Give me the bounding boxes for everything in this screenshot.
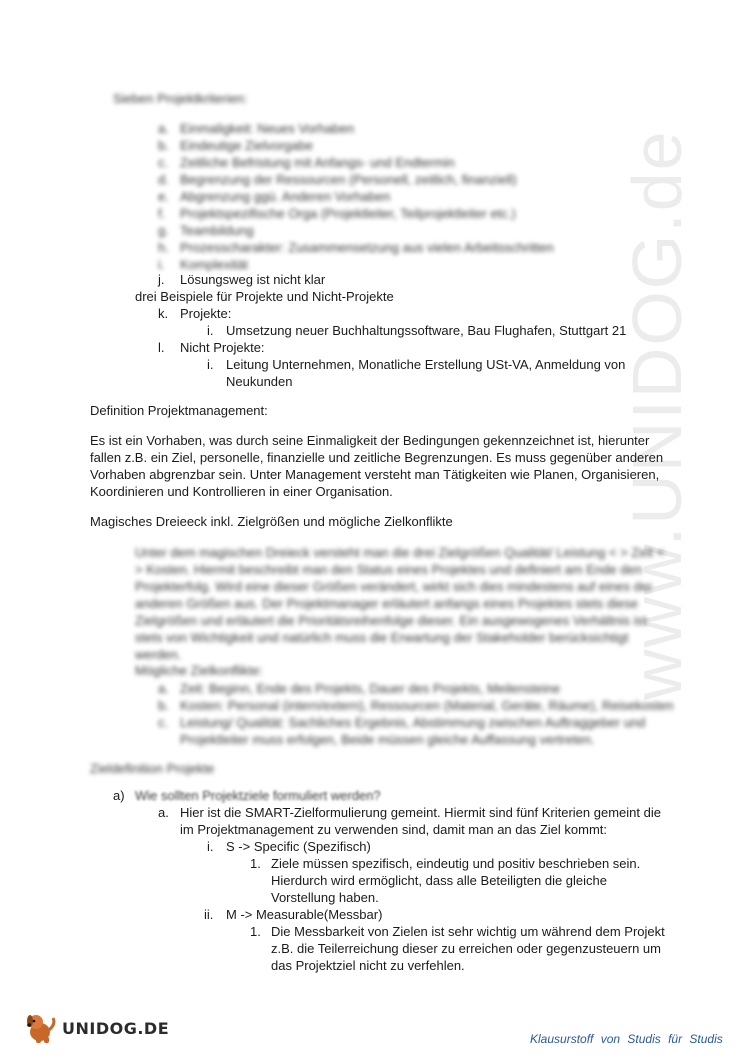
list-marker: f. <box>158 206 166 221</box>
blurred-paragraph-line: Zielgrößen und erläutert die Prioritätsreihenfolge dieser. Ein ausgewogenes Verhältnis ist <box>135 613 647 628</box>
blurred-heading: Mögliche Zielkonflikte: <box>135 663 263 678</box>
list-item-text: Nicht Projekte: <box>180 340 265 355</box>
blurred-list-item: Projektleiter muss erfolgen, Beide müssen gleiche Auffassung vertreten. <box>180 732 595 747</box>
paragraph-line: Hier ist die SMART-Zielformulierung gemeint. Hiermit sind fünf Kriterien gemeint die <box>180 805 661 820</box>
blurred-list-item: Eindeutige Zielvorgabe <box>180 138 313 153</box>
paragraph-line: Ziele müssen spezifisch, eindeutig und positiv beschrieben sein. <box>271 856 641 871</box>
list-marker: b. <box>158 698 169 713</box>
blurred-paragraph-line: Projekterfolg. Wird eine dieser Größen verändert, wirkt sich dies mindestens auf eines der <box>135 579 653 594</box>
list-item-text: S -> Specific (Spezifisch) <box>226 839 371 854</box>
list-marker: 1. <box>250 856 261 871</box>
paragraph-line: Es ist ein Vorhaben, was durch seine Einmaligkeit der Bedingungen gekennzeichnet ist, hierunter <box>90 433 650 448</box>
list-marker: l. <box>158 340 165 355</box>
watermark-text: www.UNIDOG.de <box>618 129 696 700</box>
blurred-list-item: Abgrenzung ggü. Anderen Vorhaben <box>180 189 391 204</box>
list-marker: h. <box>158 240 169 255</box>
blurred-heading: Zieldefinition Projekte <box>90 761 215 776</box>
list-marker: e. <box>158 189 169 204</box>
list-marker: a. <box>158 805 169 820</box>
blurred-list-item: Projektspezifische Orga (Projektleiter, Teilprojektleiter etc.) <box>180 206 516 221</box>
list-marker: a) <box>113 788 125 803</box>
blurred-paragraph-line: Unter dem magischen Dreieck versteht man die drei Zielgrößen Qualität/ Leistung < > Zeit < <box>135 545 665 560</box>
paragraph-line: Vorstellung haben. <box>271 890 379 905</box>
list-item-text: Projekte: <box>180 306 232 321</box>
section-heading: Definition Projektmanagement: <box>90 403 268 418</box>
paragraph-line: Hierdurch wird ermöglicht, dass alle Beteiligten die gleiche <box>271 873 608 888</box>
blurred-paragraph-line: anderen Größen aus. Der Projektmanager erläutert anfangs eines Projektes stets diese <box>135 596 638 611</box>
list-marker: b. <box>158 138 169 153</box>
paragraph-line: das Projektziel nicht zu verfehlen. <box>271 958 465 973</box>
list-marker: 1. <box>250 924 261 939</box>
blurred-list-item: Komplexität <box>180 257 248 272</box>
list-item-text: Umsetzung neuer Buchhaltungssoftware, Bau Flughafen, Stuttgart 21 <box>226 323 627 338</box>
blurred-list-item: Kosten: Personal (intern/extern), Ressourcen (Material, Geräte, Räume), Reisekosten <box>180 698 674 713</box>
list-marker: i. <box>158 257 165 272</box>
blurred-paragraph-line: > Kosten. Hiermit beschreibt man den Status eines Projektes und definiert am Ende den <box>135 562 642 577</box>
list-marker: a. <box>158 121 169 136</box>
question-text: Wie sollten Projektziele formuliert werden? <box>135 788 381 803</box>
blurred-heading: Sieben Projektkriterien: <box>113 91 248 106</box>
paragraph-line: Die Messbarkeit von Zielen ist sehr wichtig um während dem Projekt <box>271 924 665 939</box>
list-marker: j. <box>158 272 165 287</box>
blurred-list-item: Zeit: Beginn, Ende des Projekts, Dauer des Projekts, Meilensteine <box>180 681 561 696</box>
paragraph-line: z.B. die Teilerreichung dieser zu erreichen oder gegenzusteuern um <box>271 941 661 956</box>
list-marker: i. <box>207 323 214 338</box>
list-marker: c. <box>158 715 169 730</box>
list-marker: c. <box>158 155 169 170</box>
blurred-paragraph-line: stets von Wichtigkeit und natürlich muss die Erwartung der Stakeholder berücksichtigt <box>135 630 629 645</box>
blurred-paragraph-line: werden. <box>135 647 182 662</box>
blurred-list-item: Leistung/ Qualität: Sachliches Ergebnis, Abstimmung zwischen Auftraggeber und <box>180 715 646 730</box>
blurred-list-item: Prozesscharakter: Zusammensetzung aus vielen Arbeitsschritten <box>180 240 554 255</box>
paragraph-line: Koordinieren und Kontrollieren in einer Organisation. <box>90 484 393 499</box>
blurred-list-item: Einmaligkeit: Neues Vorhaben <box>180 121 355 136</box>
blurred-list-item: Teambildung <box>180 223 254 238</box>
section-heading: Magisches Dreieeck inkl. Zielgrößen und mögliche Zielkonflikte <box>90 514 453 529</box>
paragraph-line: Vorhaben abgrenzbar sein. Unter Management versteht man Tätigkeiten wie Planen, Organisieren, <box>90 467 660 482</box>
list-item-text: Leitung Unternehmen, Monatliche Erstellung USt-VA, Anmeldung von <box>226 357 626 372</box>
examples-heading: drei Beispiele für Projekte und Nicht-Projekte <box>135 289 394 304</box>
logo-text: UNIDOG.DE <box>62 1018 170 1038</box>
blurred-list-item: Begrenzung der Ressourcen (Personell, zeitlich, finanziell) <box>180 172 517 187</box>
list-marker: g. <box>158 223 169 238</box>
list-item-text: Neukunden <box>226 374 293 389</box>
dog-icon <box>22 1010 58 1046</box>
footer-tagline: Klausurstoff von Studis für Studis <box>530 1032 723 1046</box>
unidog-logo <box>22 1010 169 1046</box>
list-item-text: M -> Measurable(Messbar) <box>226 907 383 922</box>
list-marker: a. <box>158 681 169 696</box>
list-marker: d. <box>158 172 169 187</box>
paragraph-line: fallen z.B. ein Ziel, personelle, finanzielle und zeitliche Begrenzungen. Es muss gegenüber anderen <box>90 450 664 465</box>
list-marker: ii. <box>204 907 214 922</box>
list-marker: k. <box>158 306 169 321</box>
list-marker: i. <box>207 357 214 372</box>
paragraph-line: im Projektmanagement zu verwenden sind, damit man an das Ziel kommt: <box>180 822 608 837</box>
list-item-text: Lösungsweg ist nicht klar <box>180 272 326 287</box>
blurred-list-item: Zeitliche Befristung mit Anfangs- und Endtermin <box>180 155 455 170</box>
list-marker: i. <box>207 839 214 854</box>
